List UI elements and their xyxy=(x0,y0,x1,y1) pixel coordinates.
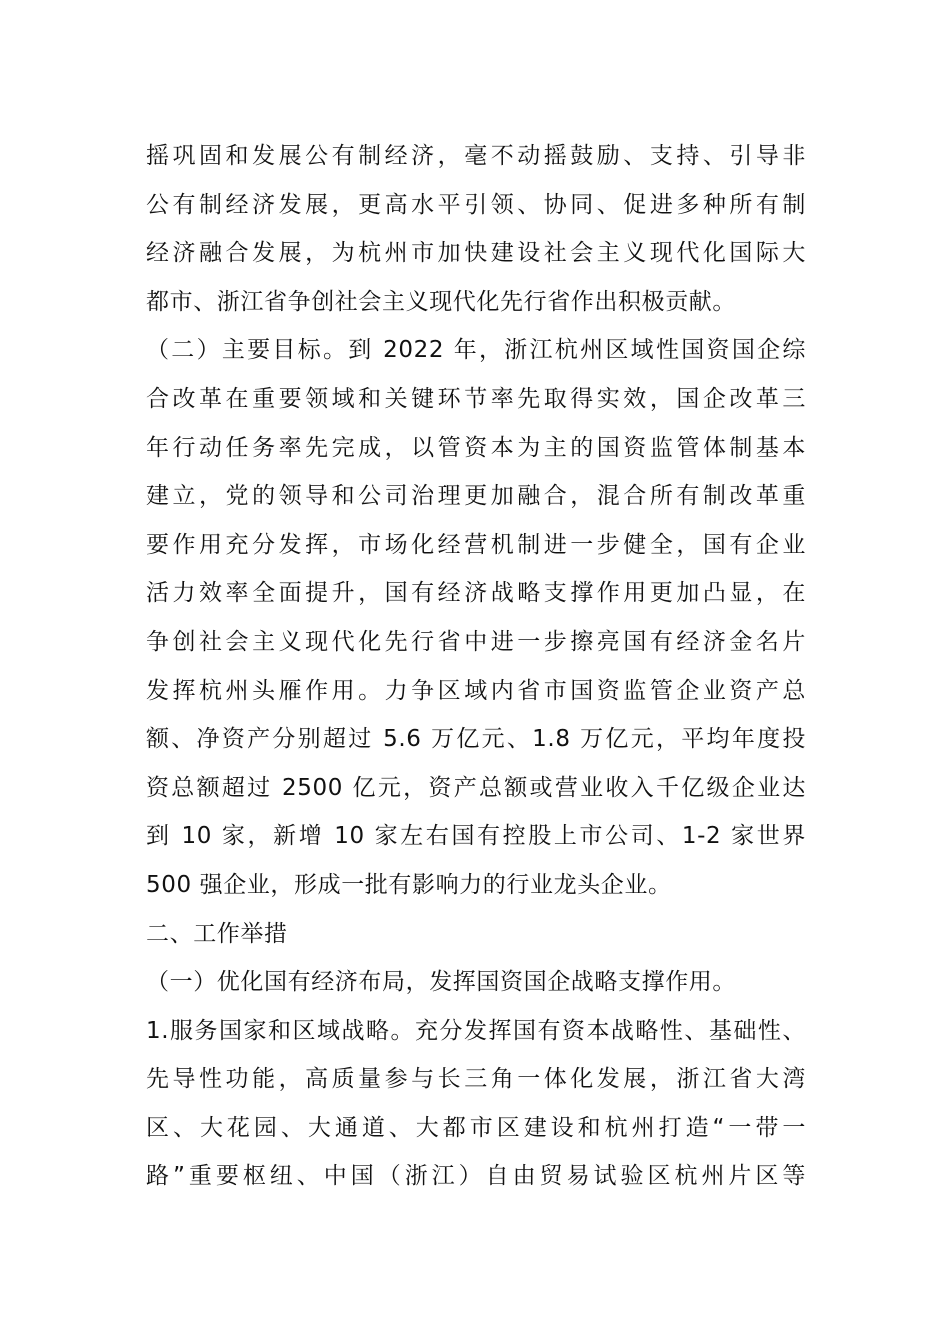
text-line-19: 1.服务国家和区域战略。充分发挥国有资本战略性、基础性、 xyxy=(146,1017,806,1044)
text-line-9: 要作用充分发挥，市场化经营机制进一步健全，国有企业 xyxy=(146,531,806,558)
text-line-7: 年行动任务率先完成，以管资本为主的国资监管体制基本 xyxy=(146,434,806,461)
text-line-6: 合改革在重要领域和关键环节率先取得实效，国企改革三 xyxy=(146,385,806,412)
section-heading: 二、工作举措 xyxy=(146,920,288,947)
text-line-4: 都市、浙江省争创社会主义现代化先行省作出积极贡献。 xyxy=(146,288,736,315)
text-line-14: 资总额超过 2500 亿元，资产总额或营业收入千亿级企业达 xyxy=(146,774,806,801)
text-line-2: 公有制经济发展，更高水平引领、协同、促进多种所有制 xyxy=(146,191,806,218)
body-text xyxy=(146,132,806,1201)
text-line-3: 经济融合发展，为杭州市加快建设社会主义现代化国际大 xyxy=(146,240,806,267)
text-line-5: （二）主要目标。到 2022 年，浙江杭州区域性国资国企综 xyxy=(146,337,806,364)
text-line-12: 发挥杭州头雁作用。力争区域内省市国资监管企业资产总 xyxy=(146,677,806,704)
text-line-20: 先导性功能，高质量参与长三角一体化发展，浙江省大湾 xyxy=(146,1066,806,1093)
text-line-13: 额、净资产分别超过 5.6 万亿元、1.8 万亿元，平均年度投 xyxy=(146,726,806,753)
text-line-15: 到 10 家，新增 10 家左右国有控股上市公司、1-2 家世界 xyxy=(146,823,806,850)
text-line-10: 活力效率全面提升，国有经济战略支撑作用更加凸显，在 xyxy=(146,580,806,607)
text-line-21: 区、大花园、大通道、大都市区建设和杭州打造“一带一 xyxy=(146,1114,806,1141)
text-line-8: 建立，党的领导和公司治理更加融合，混合所有制改革重 xyxy=(146,483,806,510)
text-line-22: 路”重要枢纽、中国（浙江）自由贸易试验区杭州片区等 xyxy=(146,1163,806,1190)
text-line-1: 摇巩固和发展公有制经济，毫不动摇鼓励、支持、引导非 xyxy=(146,143,806,169)
text-line-11: 争创社会主义现代化先行省中进一步擦亮国有经济金名片 xyxy=(146,628,806,655)
subsection-heading: （一）优化国有经济布局，发挥国资国企战略支撑作用。 xyxy=(146,969,736,996)
text-line-16: 500 强企业，形成一批有影响力的行业龙头企业。 xyxy=(146,871,672,898)
